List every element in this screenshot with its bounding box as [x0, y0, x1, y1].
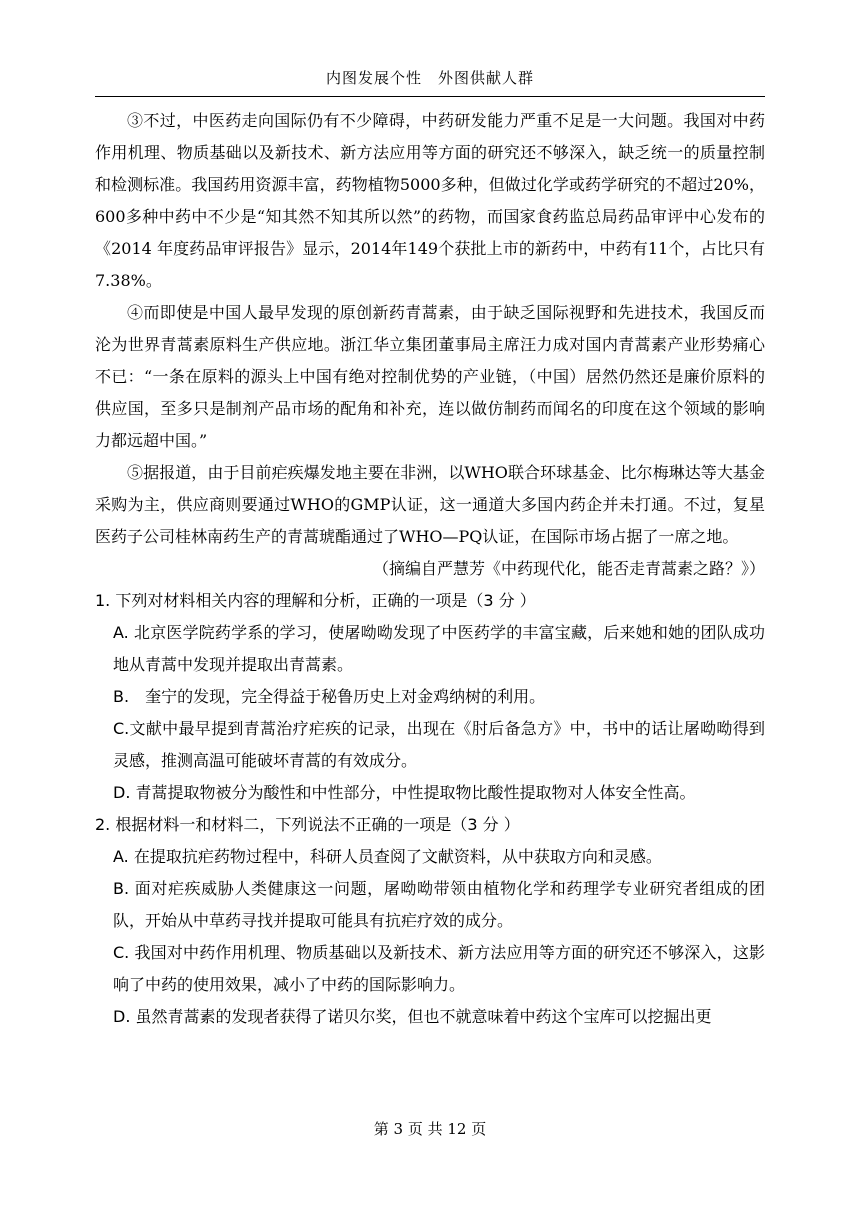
page-content — [95, 105, 765, 1033]
question-1-option-d: D. 青蒿提取物被分为酸性和中性部分，中性提取物比酸性提取物对人体安全性高。 — [113, 783, 696, 802]
page-footer: 第 3 页 共 12 页 — [373, 1120, 487, 1138]
question-1-stem: 1. 下列对材料相关内容的理解和分析，正确的一项是（3 分 ） — [95, 591, 536, 610]
question-1-option-a: A. 北京医学院药学系的学习，使屠呦呦发现了中医药学的丰富宝藏，后来她和她的团队成功地从青蒿中发现并提取出青蒿素。 — [113, 623, 765, 674]
question-2-option-d: D. 虽然青蒿素的发现者获得了诺贝尔奖，但也不就意味着中药这个宝库可以挖掘出更 — [113, 1007, 712, 1026]
question-2-stem: 2. 根据材料一和材料二，下列说法不正确的一项是（3 分 ） — [95, 815, 520, 834]
question-1-option-b: B. 奎宁的发现，完全得益于秘鲁历史上对金鸡纳树的利用。 — [113, 687, 546, 706]
header-rule — [95, 96, 765, 97]
article-paragraph-3: ③不过，中医药走向国际仍有不少障碍，中药研发能力严重不足是一大问题。我国对中药作用机理、物质基础以及新技术、新方法应用等方面的研究还不够深入，缺乏统一的质量控制和检测标准。我国药用资源丰富，药物植物5000多种，但做过化学或药学研究的不超过20%，600多种中药中不少是“知其然不知其所以然”的药物，而国家食药监总局药品审评中心发布的《2014 年度药品审评报告》显示，2014年149个获批上市的新药中，中药有11个，占比只有7.38%。 — [95, 111, 765, 290]
question-2-option-a: A. 在提取抗疟药物过程中，科研人员查阅了文献资料，从中获取方向和灵感。 — [113, 847, 662, 866]
question-2-option-c: C. 我国对中药作用机理、物质基础以及新技术、新方法应用等方面的研究还不够深入，这影响了中药的使用效果，减小了中药的国际影响力。 — [113, 943, 765, 994]
question-1-option-c: C.文献中最早提到青蒿治疗疟疾的记录，出现在《肘后备急方》中，书中的话让屠呦呦得到灵感，推测高温可能破坏青蒿的有效成分。 — [113, 719, 765, 770]
article-paragraph-4: ④而即使是中国人最早发现的原创新药青蒿素，由于缺乏国际视野和先进技术，我国反而沦为世界青蒿素原料生产供应地。浙江华立集团董事局主席汪力成对国内青蒿素产业形势痛心不已：“一条在原料的源头上中国有绝对控制优势的产业链，（中国）居然仍然还是廉价原料的供应国，至多只是制剂产品市场的配角和补充，连以做仿制药而闻名的印度在这个领域的影响力都远超中国。” — [95, 303, 765, 450]
page-header: 内图发展个性 外图供献人群 — [325, 69, 534, 87]
article-paragraph-5: ⑤据报道，由于目前疟疾爆发地主要在非洲，以WHO联合环球基金、比尔梅琳达等大基金采购为主，供应商则要通过WHO的GMP认证，这一通道大多国内药企并未打通。不过，复星医药子公司桂林南药生产的青蒿琥酯通过了WHO—PQ认证，在国际市场占据了一席之地。 — [95, 463, 765, 546]
question-2-option-b: B. 面对疟疾威胁人类健康这一问题，屠呦呦带领由植物化学和药理学专业研究者组成的团队，开始从中草药寻找并提取可能具有抗疟疗效的成分。 — [113, 879, 765, 930]
article-source: （摘编自严慧芳《中药现代化，能否走青蒿素之路？》） — [372, 559, 765, 578]
